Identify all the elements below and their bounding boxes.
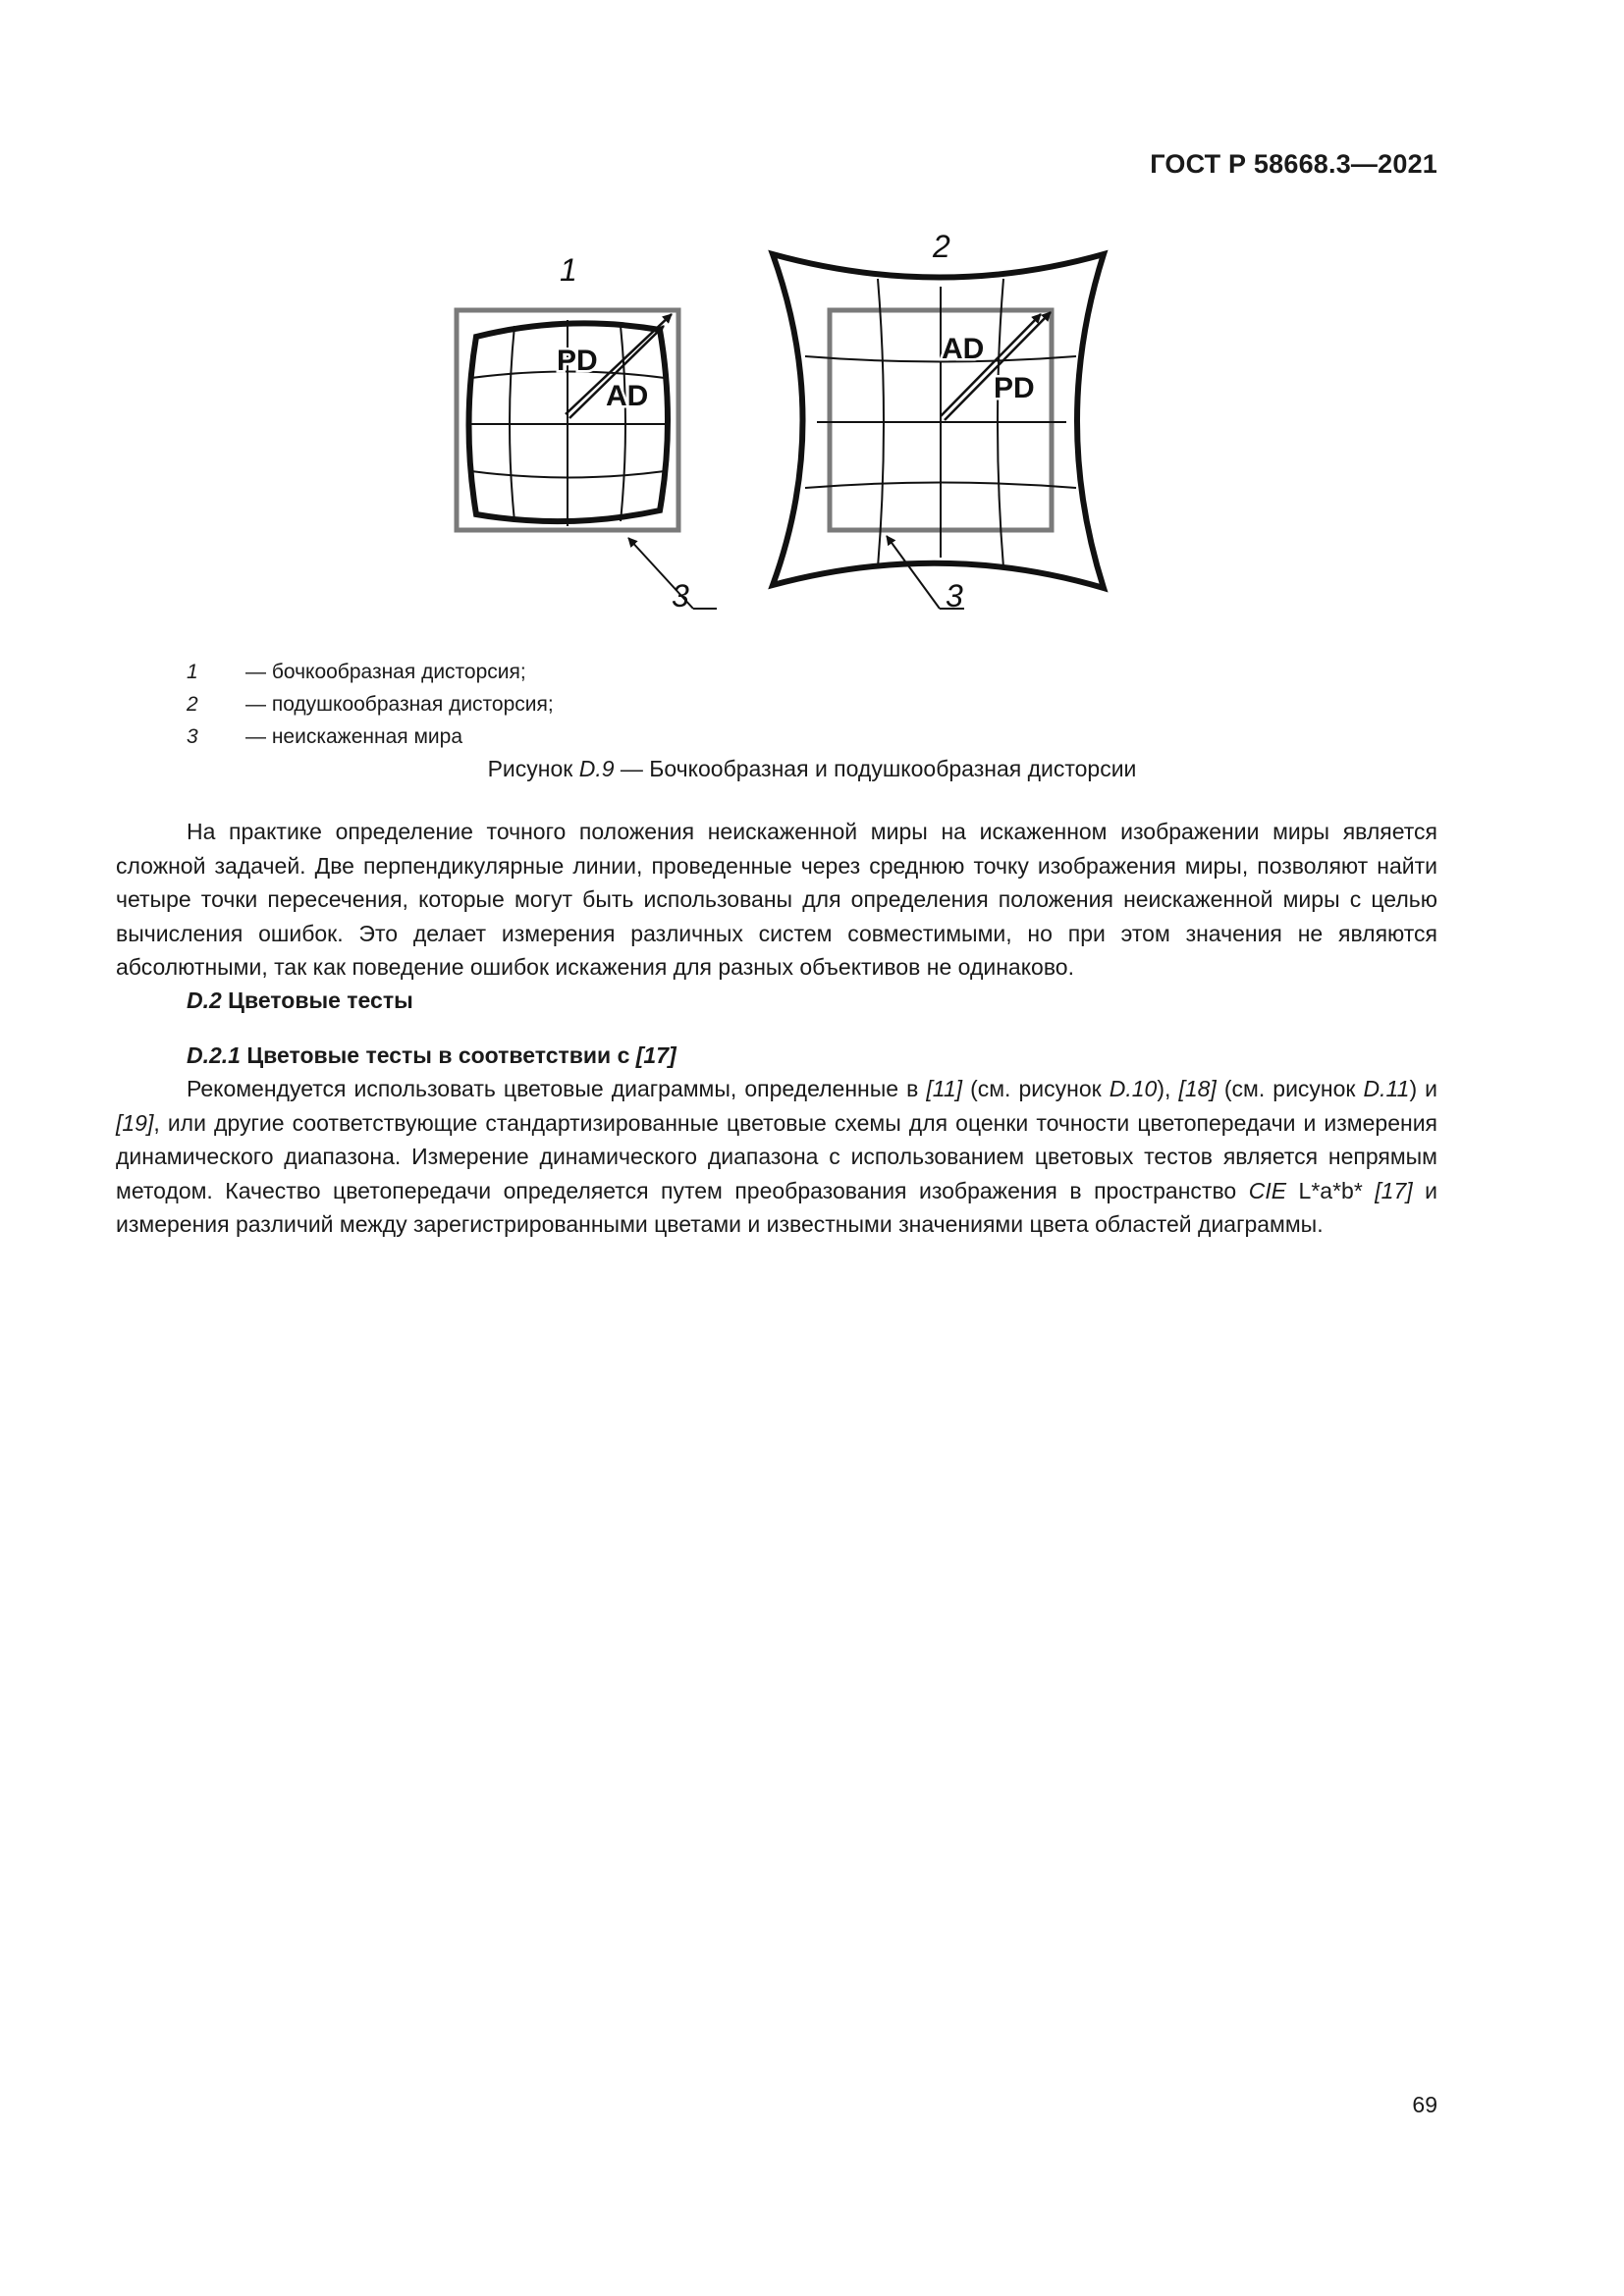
section-heading-d2 [187, 988, 413, 1014]
document-header: ГОСТ Р 58668.3—2021 [1150, 149, 1437, 179]
figure-reference: D.11 [1363, 1076, 1410, 1101]
barrel-distortion-diagram [457, 252, 717, 614]
paragraph-distortion-measurement: На практике определение точного положения неискаженной миры на искаженном изображении миры является сложной задачей. Две перпендикулярные линии, проведенные через среднюю точку изображения миры, позволяют найти четыре точки пересечения, которые могут быть использованы для определения положения неискаженной миры с целью вычисления ошибок. Это делает измерения различных систем совместимыми, но при этом значения не являются абсолютными, так как поведение ошибок искажения для разных объективов не одинаково. [116, 819, 1437, 980]
section-d2-number: D.2 [187, 988, 222, 1013]
section-d2-title: Цветовые тесты [221, 988, 413, 1013]
legend-item [187, 688, 554, 721]
text-run: L*a*b* [1286, 1177, 1376, 1203]
legend-item-text: — бочкообразная дисторсия; [245, 661, 526, 683]
caption-title: — Бочкообразная и подушкообразная дисторсии [614, 756, 1137, 781]
pincushion-callout-label: 3 [946, 578, 963, 614]
text-run: ) и [1409, 1076, 1437, 1101]
legend-item-number: 3 [187, 725, 198, 748]
pincushion-grid [805, 279, 1076, 567]
reference: [18] [1178, 1076, 1217, 1101]
text-run: и измерения различий между зарегистрированными цветами и известными значениями цвета областей диаграммы. [116, 1177, 1437, 1237]
reference: [19] [116, 1109, 154, 1136]
text-run: , или другие соответствующие стандартизированные цветовые схемы для оценки точности цветопередачи и измерения динамического диапазона. Измерение динамического диапазона с использованием цветовых тестов является непрямым методом. Качество цветопередачи определяется путем преобразования изображения в пространство [116, 1109, 1437, 1203]
paragraph-color-charts [116, 1072, 1437, 1242]
figure-reference: D.10 [1109, 1076, 1158, 1101]
text-run: (см. рисунок [962, 1076, 1110, 1101]
caption-prefix: Рисунок [487, 756, 579, 781]
barrel-ad-label: AD [606, 380, 649, 412]
pincushion-callout-line [887, 536, 940, 609]
pincushion-figure-number: 2 [933, 229, 950, 264]
legend-item-number: 2 [187, 693, 198, 716]
text-run: ), [1157, 1076, 1179, 1101]
barrel-callout-label: 3 [672, 578, 689, 614]
caption-figure-ref: D.9 [578, 756, 615, 781]
pincushion-pd-label: PD [994, 372, 1035, 404]
barrel-pd-label: PD [557, 345, 598, 377]
section-d21-ref: [17] [635, 1042, 677, 1068]
color-space-name: CIE [1248, 1177, 1287, 1203]
figure-caption [0, 756, 1624, 782]
pincushion-ad-label: AD [942, 333, 985, 365]
legend-item [187, 721, 554, 753]
reference: [11] [926, 1076, 963, 1101]
barrel-figure-number: 1 [560, 252, 577, 288]
section-d21-number: D.2.1 [187, 1042, 241, 1068]
legend-item-number: 1 [187, 661, 198, 683]
figure-legend [187, 656, 554, 753]
text-run: (см. рисунок [1216, 1076, 1364, 1101]
section-heading-d21 [187, 1042, 677, 1069]
legend-item-text: — подушкообразная дисторсия; [245, 693, 554, 716]
legend-item-text: — неискаженная мира [245, 725, 463, 748]
distortion-figure [0, 0, 1624, 648]
page-number: 69 [1412, 2092, 1437, 2117]
legend-item [187, 656, 554, 688]
reference: [17] [1375, 1177, 1413, 1203]
section-d21-title: Цветовые тесты в соответствии с [240, 1042, 636, 1068]
text-run: Рекомендуется использовать цветовые диаграммы, определенные в [187, 1076, 927, 1101]
pincushion-distortion-diagram [773, 229, 1104, 614]
